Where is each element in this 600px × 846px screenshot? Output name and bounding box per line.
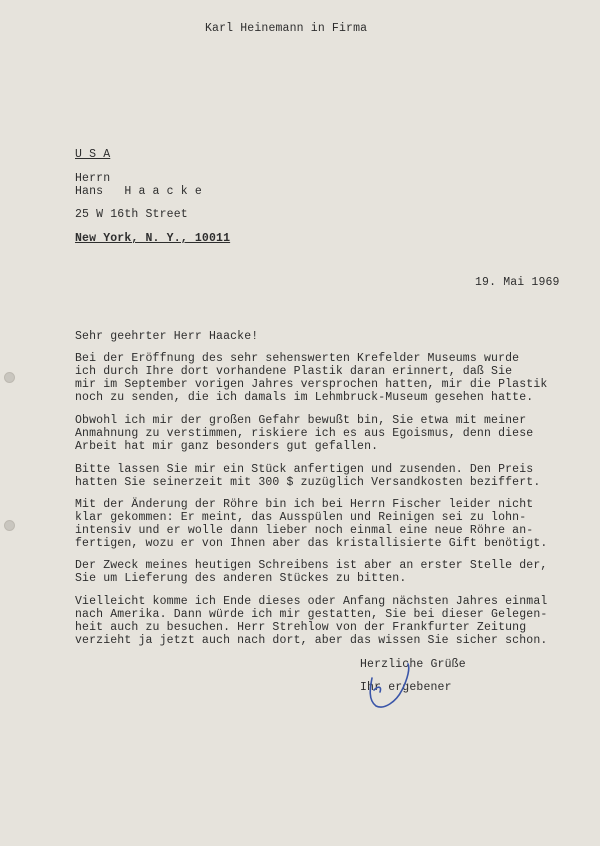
letter-date: 19. Mai 1969 [475,276,560,289]
closing-signoff: Ihr ergebener [360,681,452,694]
body-line: Der Zweck meines heutigen Schreibens ist aber an erster Stelle der, [75,559,548,572]
address-city: New York, N. Y., 10011 [75,232,231,245]
body-line: noch zu senden, die ich damals im Lehmbruck-Museum gesehen hatte. [75,391,534,404]
body-line: nach Amerika. Dann würde ich mir gestatten, Sie bei dieser Gelegen- [75,608,548,621]
body-line: Obwohl ich mir der großen Gefahr bewußt bin, Sie etwa mit meiner [75,414,527,427]
body-line: mir im September vorigen Jahres versprochen hatten, mir die Plastik [75,378,548,391]
address-salutation: Herrn [75,172,111,185]
body-line: Sie um Lieferung des anderen Stückes zu bitten. [75,572,407,585]
body-line: intensiv und er wolle dann lieber noch einmal eine neue Röhre an- [75,524,534,537]
body-line: Anmahnung zu verstimmen, riskiere ich es aus Egoismus, denn diese [75,427,534,440]
body-line: Mit der Änderung der Röhre bin ich bei Herrn Fischer leider nicht [75,498,534,511]
address-name: Hans H a a c k e [75,185,202,198]
body-line: Vielleicht komme ich Ende dieses oder Anfang nächsten Jahres einmal [75,595,548,608]
body-line: ich durch Ihre dort vorhandene Plastik daran erinnert, daß Sie [75,365,513,378]
letterhead: Karl Heinemann in Firma [205,22,368,35]
punch-hole [4,372,15,383]
body-line: Bitte lassen Sie mir ein Stück anfertigen und zusenden. Den Preis [75,463,534,476]
body-line: Bei der Eröffnung des sehr sehenswerten Krefelder Museums wurde [75,352,520,365]
signature-mark [352,660,432,710]
address-country: U S A [75,148,111,161]
body-line: hatten Sie seinerzeit mit 300 $ zuzüglich Versandkosten beziffert. [75,476,541,489]
address-street: 25 W 16th Street [75,208,188,221]
body-line: verzieht ja jetzt auch nach dort, aber das wissen Sie sicher schon. [75,634,548,647]
body-line: klar gekommen: Er meint, das Ausspülen und Reinigen sei zu lohn- [75,511,527,524]
punch-hole [4,520,15,531]
greeting: Sehr geehrter Herr Haacke! [75,330,259,343]
body-line: fertigen, wozu er von Ihnen aber das kristallisierte Gift benötigt. [75,537,548,550]
body-line: Arbeit hat mir ganz besonders gut gefallen. [75,440,379,453]
closing-greeting: Herzliche Grüße [360,658,466,671]
body-line: heit auch zu besuchen. Herr Strehlow von der Frankfurter Zeitung [75,621,527,634]
